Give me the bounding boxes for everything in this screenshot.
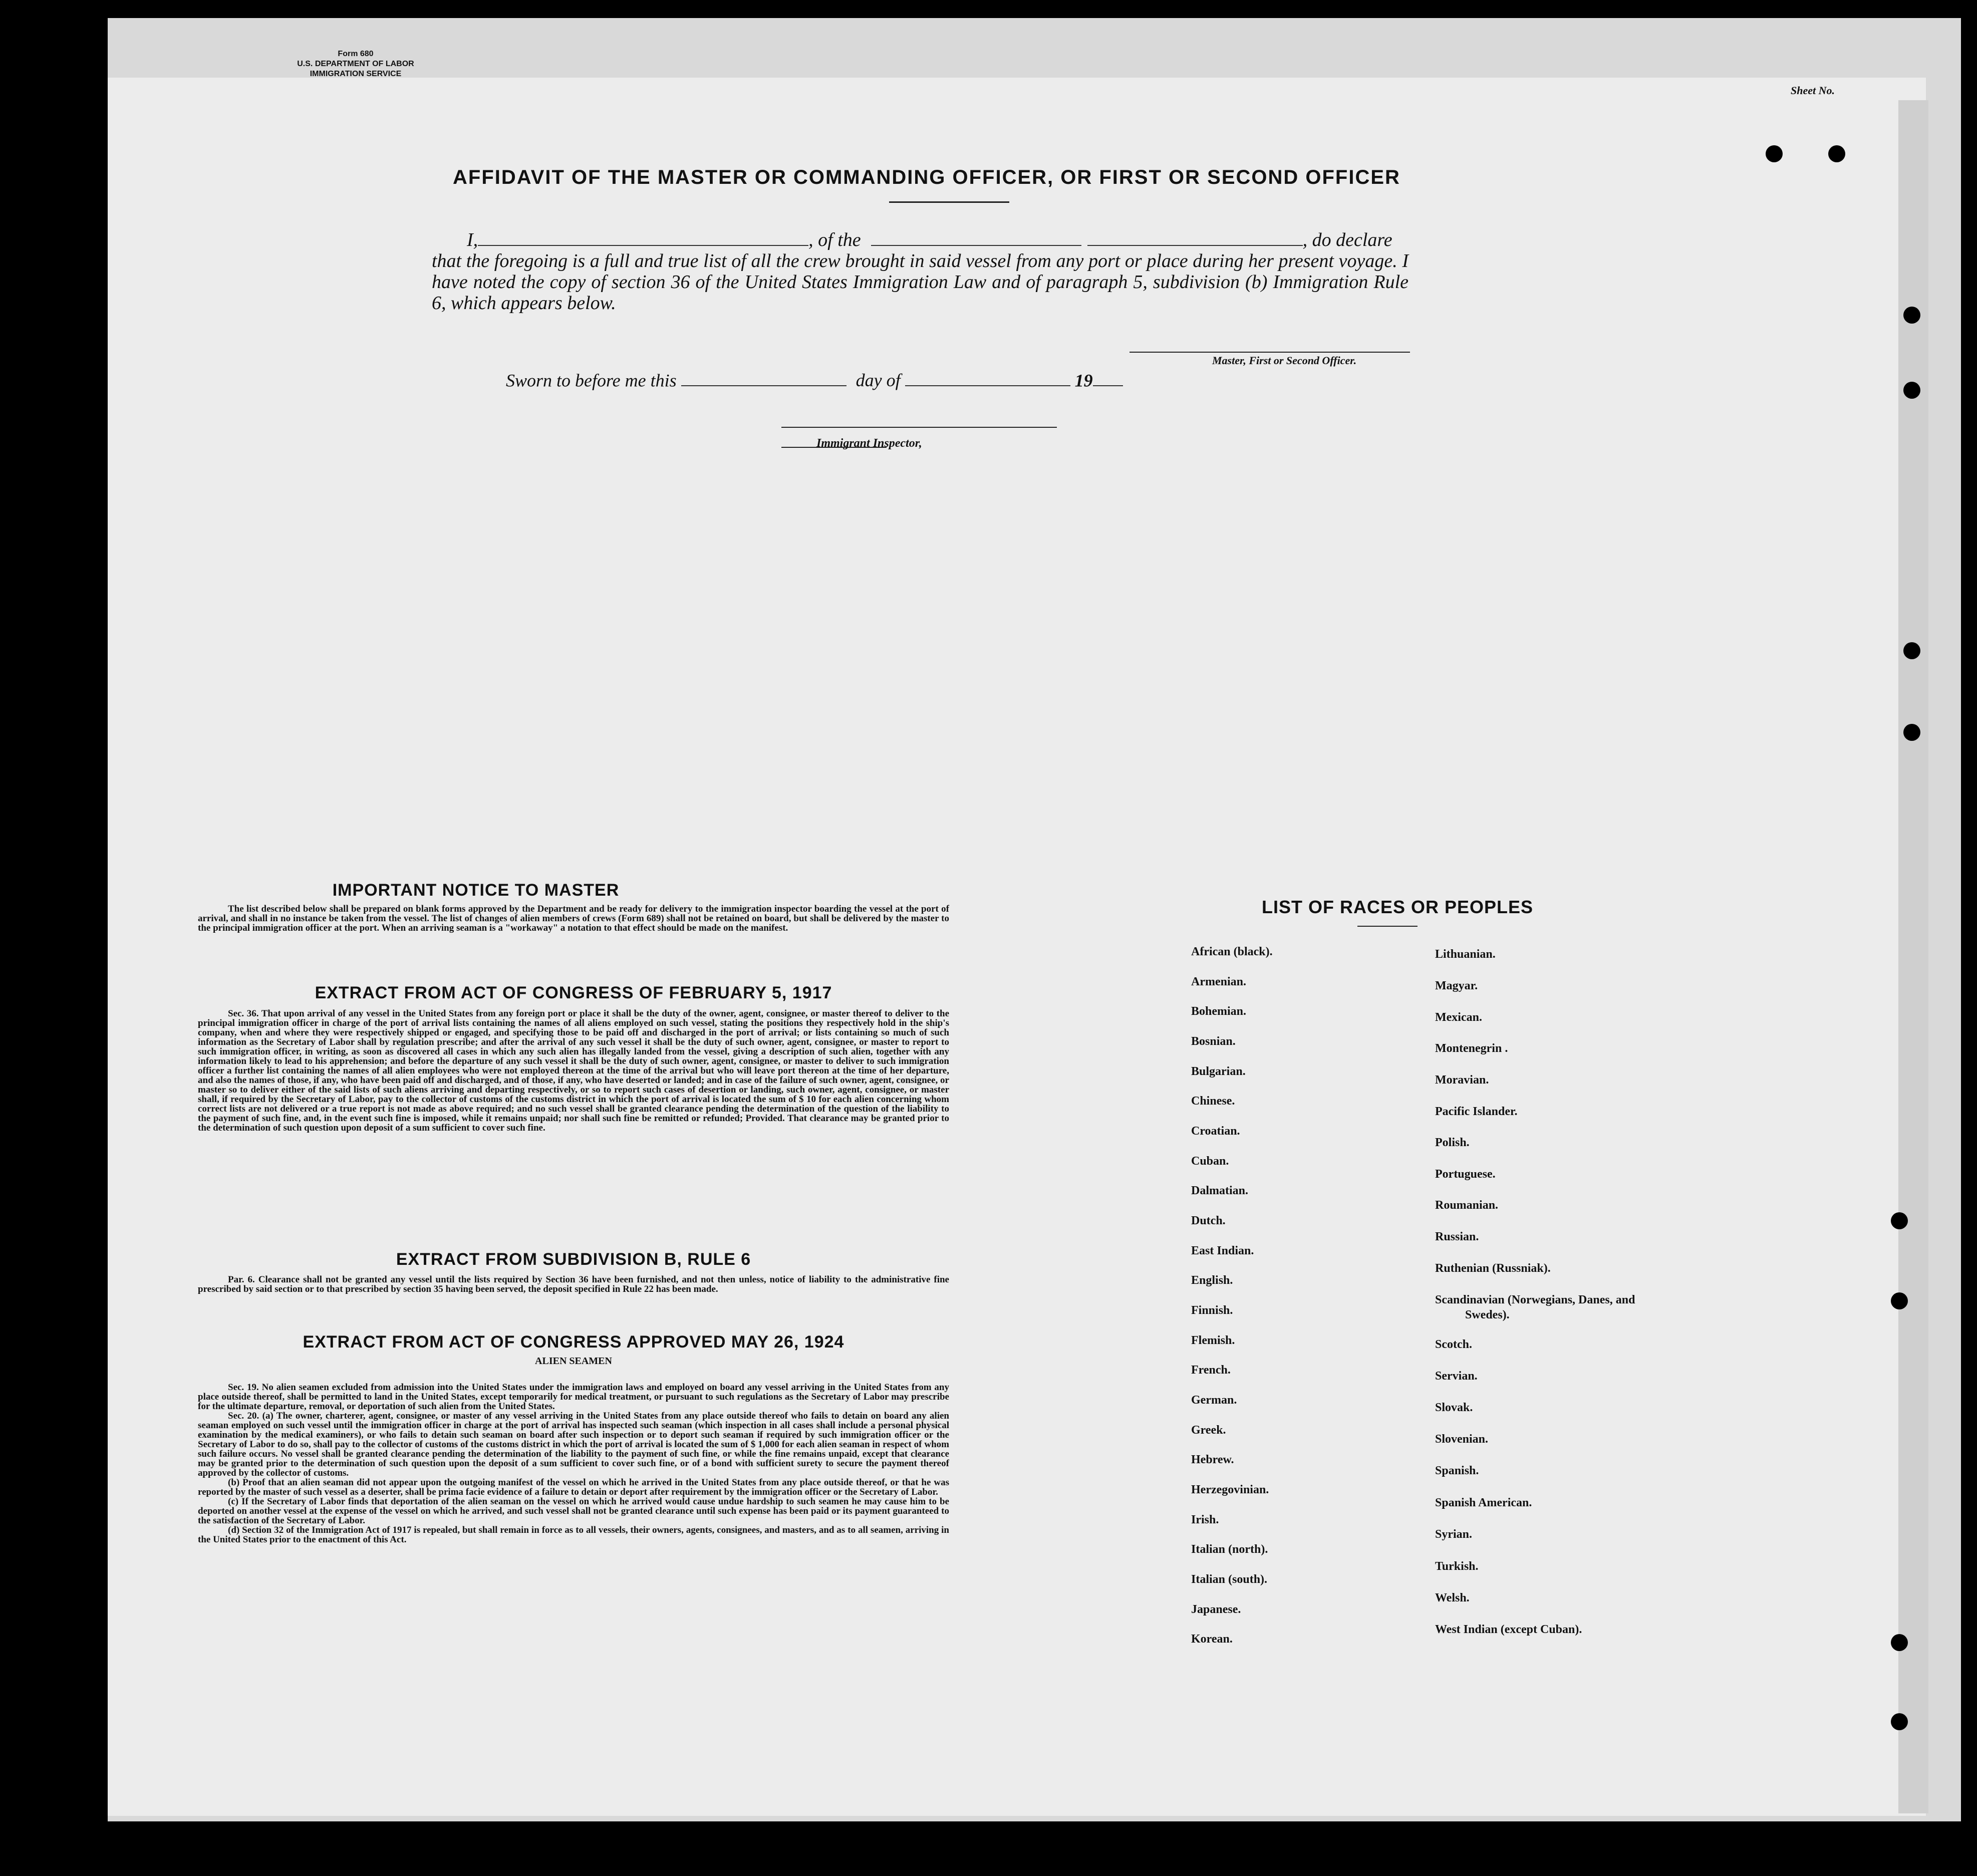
race-item: Servian.	[1435, 1370, 1478, 1383]
race-item: African (black).	[1191, 945, 1273, 958]
race-item: Cuban.	[1191, 1155, 1229, 1168]
race-item: Armenian.	[1191, 975, 1246, 988]
race-item: Slovak.	[1435, 1401, 1473, 1414]
form-number: Form 680	[338, 50, 374, 58]
race-item: Polish.	[1435, 1136, 1470, 1149]
sheet-number-label: Sheet No.	[1791, 84, 1835, 97]
race-item: Spanish.	[1435, 1464, 1479, 1477]
race-item: Dutch.	[1191, 1214, 1226, 1227]
affidavit-first-line	[432, 228, 1408, 250]
department: U.S. DEPARTMENT OF LABOR	[297, 60, 414, 68]
inspector-line	[781, 427, 1057, 428]
service: IMMIGRATION SERVICE	[310, 70, 402, 78]
sworn-text: Sworn to before me this	[506, 370, 677, 391]
pronoun: I,	[467, 229, 478, 251]
race-item: Welsh.	[1435, 1591, 1470, 1604]
punch-hole-icon	[1828, 145, 1845, 162]
races-title: LIST OF RACES OR PEOPLES	[1261, 897, 1534, 917]
race-item: Finnish.	[1191, 1304, 1233, 1317]
notice-title: IMPORTANT NOTICE TO MASTER	[332, 881, 620, 900]
affidavit-title: AFFIDAVIT OF THE MASTER OR COMMANDING OFFICER, OR FIRST OR SECOND OFFICER	[453, 166, 1400, 188]
race-item: Roumanian.	[1435, 1199, 1499, 1212]
year-prefix: 19	[1074, 370, 1093, 391]
day-of-text: day of	[856, 370, 901, 391]
race-item: East Indian.	[1191, 1244, 1254, 1257]
race-item: Magyar.	[1435, 979, 1478, 992]
paper-edge	[1898, 100, 1928, 1813]
punch-hole-icon	[1903, 642, 1920, 659]
affidavit-statement: that the foregoing is a full and true list of all the crew brought in said vessel from any port or place during her present voyage. I have noted the copy of section 36 of the United States Immigration Law and of paragraph 5, subdivision (b) Immigration Rule 6, which appears below.	[432, 250, 1408, 314]
race-item: Hebrew.	[1191, 1453, 1234, 1466]
race-item: Herzegovinian.	[1191, 1483, 1269, 1496]
race-item: Scandinavian (Norwegians, Danes, and Swedes).	[1435, 1293, 1635, 1321]
month-blank	[905, 369, 1070, 386]
vessel-blank	[871, 228, 1081, 246]
race-item: Turkish.	[1435, 1560, 1479, 1573]
punch-hole-icon	[1766, 145, 1783, 162]
affidavit-body	[432, 228, 1408, 314]
punch-hole-icon	[1891, 1212, 1908, 1229]
sec-20b-paragraph: (b) Proof that an alien seaman did not appear upon the outgoing manifest of the vessel on which he arrived in the United States from any place outside thereof, or that he was reported by the master of such vessel as a deserter, shall be prima facie evidence of a failure to detain or deport after requirement by the immigration officer or the Secretary of Labor.	[198, 1477, 949, 1497]
race-item: Slovenian.	[1435, 1433, 1489, 1446]
race-item: Dalmatian.	[1191, 1184, 1248, 1197]
of-the-text: , of the	[808, 229, 861, 251]
race-item: West Indian (except Cuban).	[1435, 1623, 1582, 1636]
extract-1917-text	[198, 1009, 949, 1133]
sec-20a-paragraph: Sec. 20. (a) The owner, charterer, agent, consignee, or master of any vessel arriving in the United States from any place outside thereof who fails to detain on board any alien seaman employed on such vessel until the immigration officer in charge at the port of arrival has inspected such seaman (which inspection in all cases shall include a personal physical examination by the medical examiners), or who fails to detain such seaman on board after such inspection or to deport such seaman if required by such immigration officer or the Secretary of Labor to do so, shall pay to the collector of customs of the customs district in which the port of arrival is located the sum of $ 1,000 for each alien seaman in respect of whom such failure occurs. No vessel shall be granted clearance pending the determination of the liability to the payment of such fine, or while the fine remains unpaid, except that clearance may be granted prior to the determination of such question upon the deposit of a sum sufficient to cover such fine, or of a bond with sufficient surety to secure the payment thereof approved by the collector of customs.	[198, 1411, 949, 1478]
sworn-line	[506, 369, 1123, 391]
notice-text	[198, 904, 949, 933]
race-item: Italian (south).	[1191, 1573, 1268, 1586]
race-item: Scotch.	[1435, 1338, 1472, 1351]
do-declare-text: , do declare	[1302, 229, 1392, 251]
alien-seamen-subtitle: ALIEN SEAMEN	[535, 1356, 612, 1367]
sec-20d-paragraph: (d) Section 32 of the Immigration Act of 1917 is repealed, but shall remain in force as to all vessels, their owners, agents, consignees, and masters, and as to all seamen, arriving in the United States prior to the enactment of this Act.	[198, 1525, 949, 1545]
vessel-blank-2	[1087, 228, 1303, 246]
race-item: French.	[1191, 1364, 1231, 1377]
punch-hole-icon	[1903, 307, 1920, 324]
inspector-label: Immigrant Inspector,	[816, 437, 922, 450]
form-header	[250, 49, 461, 79]
race-item: Korean.	[1191, 1633, 1233, 1646]
punch-hole-icon	[1891, 1713, 1908, 1730]
race-item: Montenegrin .	[1435, 1042, 1508, 1055]
race-item: Syrian.	[1435, 1528, 1473, 1541]
race-item: Mexican.	[1435, 1011, 1482, 1024]
extract-1924-text	[198, 1383, 949, 1544]
race-item: Moravian.	[1435, 1074, 1489, 1087]
punch-hole-icon	[1903, 724, 1920, 741]
race-item: Bohemian.	[1191, 1005, 1247, 1018]
race-item: Spanish American.	[1435, 1496, 1532, 1509]
punch-hole-icon	[1891, 1292, 1908, 1309]
section-36-paragraph: Sec. 36. That upon arrival of any vessel in the United States from any foreign port or place it shall be the duty of the owner, agent, consignee, or master thereof to deliver to the principal immigration officer in charge of the port of arrival lists containing the names of all aliens employed on such vessel, stating the positions they respectively hold in the ship's company, when and where they were respectively shipped or engaged, and specifying those to be paid off and discharged in the port of arrival; or lists containing so much of such information as the Secretary of Labor shall by regulation prescribe; and after the arrival of any such vessel it shall be the duty of such owner, agent, consignee, or master to report to such immigration officer, in writing, as soon as discovered all cases in which any such alien has illegally landed from the vessel, giving a description of such alien, together with any information likely to lead to his apprehension; and before the departure of any such vessel it shall be the duty of such owner, agent, consignee, or master to deliver to such immigration officer a further list containing the names of all alien employees who were not employed thereon at the time of the arrival but who will leave port thereon at the time of her departure, and also the names of those, if any, who have been paid off and discharged, and of those, if any, who have deserted or landed; and in case of the failure of such owner, agent, consignee, or master so to deliver either of the said lists of such aliens arriving and departing respectively, or so to report such cases of desertion or landing, such owner, agent, consignee, or master shall, if required by the Secretary of Labor, pay to the collector of customs of the customs district in which the port of arrival is located the sum of $ 10 for each alien concerning whom correct lists are not delivered or a true report is not made as above required; and no such vessel shall be granted clearance pending the determination of the question of the liability to the payment of such fine, and, in the event such fine is imposed, while it remains unpaid; nor shall such fine be remitted or refunded; Provided. That clearance may be granted prior to the determination of such question upon deposit of a sum sufficient to cover such fine.	[198, 1008, 949, 1133]
master-signature-label: Master, First or Second Officer.	[1212, 354, 1357, 367]
name-blank	[478, 228, 808, 246]
race-item: Bosnian.	[1191, 1035, 1236, 1048]
race-item: Chinese.	[1191, 1095, 1235, 1108]
race-item: Lithuanian.	[1435, 948, 1496, 961]
notice-paragraph: The list described below shall be prepared on blank forms approved by the Department and be ready for delivery to the immigration inspector boarding the vessel at the port of arrival, and shall in no instance be taken from the vessel. The list of changes of alien members of crews (Form 689) shall not be retained on board, but shall be delivered by the master to the principal immigration officer at the port. When an arriving seaman is a "workaway" a notation to that effect should be made on the manifest.	[198, 904, 949, 933]
race-item: Irish.	[1191, 1513, 1219, 1526]
races-title-rule	[1357, 926, 1418, 927]
extract-rule6-title: EXTRACT FROM SUBDIVISION B, RULE 6	[396, 1250, 751, 1269]
race-item: Pacific Islander.	[1435, 1105, 1518, 1118]
paper-sheet	[108, 78, 1926, 1816]
extract-1917-title: EXTRACT FROM ACT OF CONGRESS OF FEBRUARY 5, 1917	[315, 983, 832, 1002]
race-item: German.	[1191, 1394, 1237, 1407]
title-rule	[889, 201, 1009, 203]
extract-rule6-text	[198, 1275, 949, 1294]
race-item: Russian.	[1435, 1230, 1479, 1243]
race-item: English.	[1191, 1274, 1233, 1287]
race-item: Bulgarian.	[1191, 1065, 1246, 1078]
extract-1924-title: EXTRACT FROM ACT OF CONGRESS APPROVED MAY 26, 1924	[303, 1332, 844, 1352]
race-item: Portuguese.	[1435, 1168, 1496, 1181]
race-item: Flemish.	[1191, 1334, 1235, 1347]
punch-hole-icon	[1903, 382, 1920, 399]
sec-19-paragraph: Sec. 19. No alien seamen excluded from admission into the United States under the immigration laws and employed on board any vessel arriving in the United States from any place outside thereof, shall be permitted to land in the United States, except temporarily for medical treatment, or pursuant to such regulations as the Secretary of Labor may prescribe for the ultimate departure, removal, or deportation of such alien from the United States.	[198, 1382, 949, 1412]
year-blank	[1093, 369, 1123, 386]
race-item: Japanese.	[1191, 1603, 1241, 1616]
race-item: Croatian.	[1191, 1125, 1240, 1138]
par-6-paragraph: Par. 6. Clearance shall not be granted any vessel until the lists required by Section 36 have been furnished, and not then unless, notice of liability to the administrative fine prescribed by said section or to that prescribed by section 35 having been served, the deposit specified in Rule 22 has been made.	[198, 1274, 949, 1294]
race-item: Greek.	[1191, 1424, 1226, 1437]
punch-hole-icon	[1891, 1634, 1908, 1651]
race-item: Ruthenian (Russniak).	[1435, 1262, 1551, 1275]
sworn-day-blank	[681, 369, 846, 386]
race-item: Italian (north).	[1191, 1543, 1268, 1556]
sec-20c-paragraph: (c) If the Secretary of Labor finds that deportation of the alien seaman on the vessel on which he arrived would cause undue hardship to such seamen he may cause him to be deported on another vessel at the expense of the vessel on which he arrived, and such vessel shall not be granted clearance until such expense has been paid or its payment guaranteed to the satisfaction of the Secretary of Labor.	[198, 1496, 949, 1526]
signature-line	[1129, 352, 1410, 353]
